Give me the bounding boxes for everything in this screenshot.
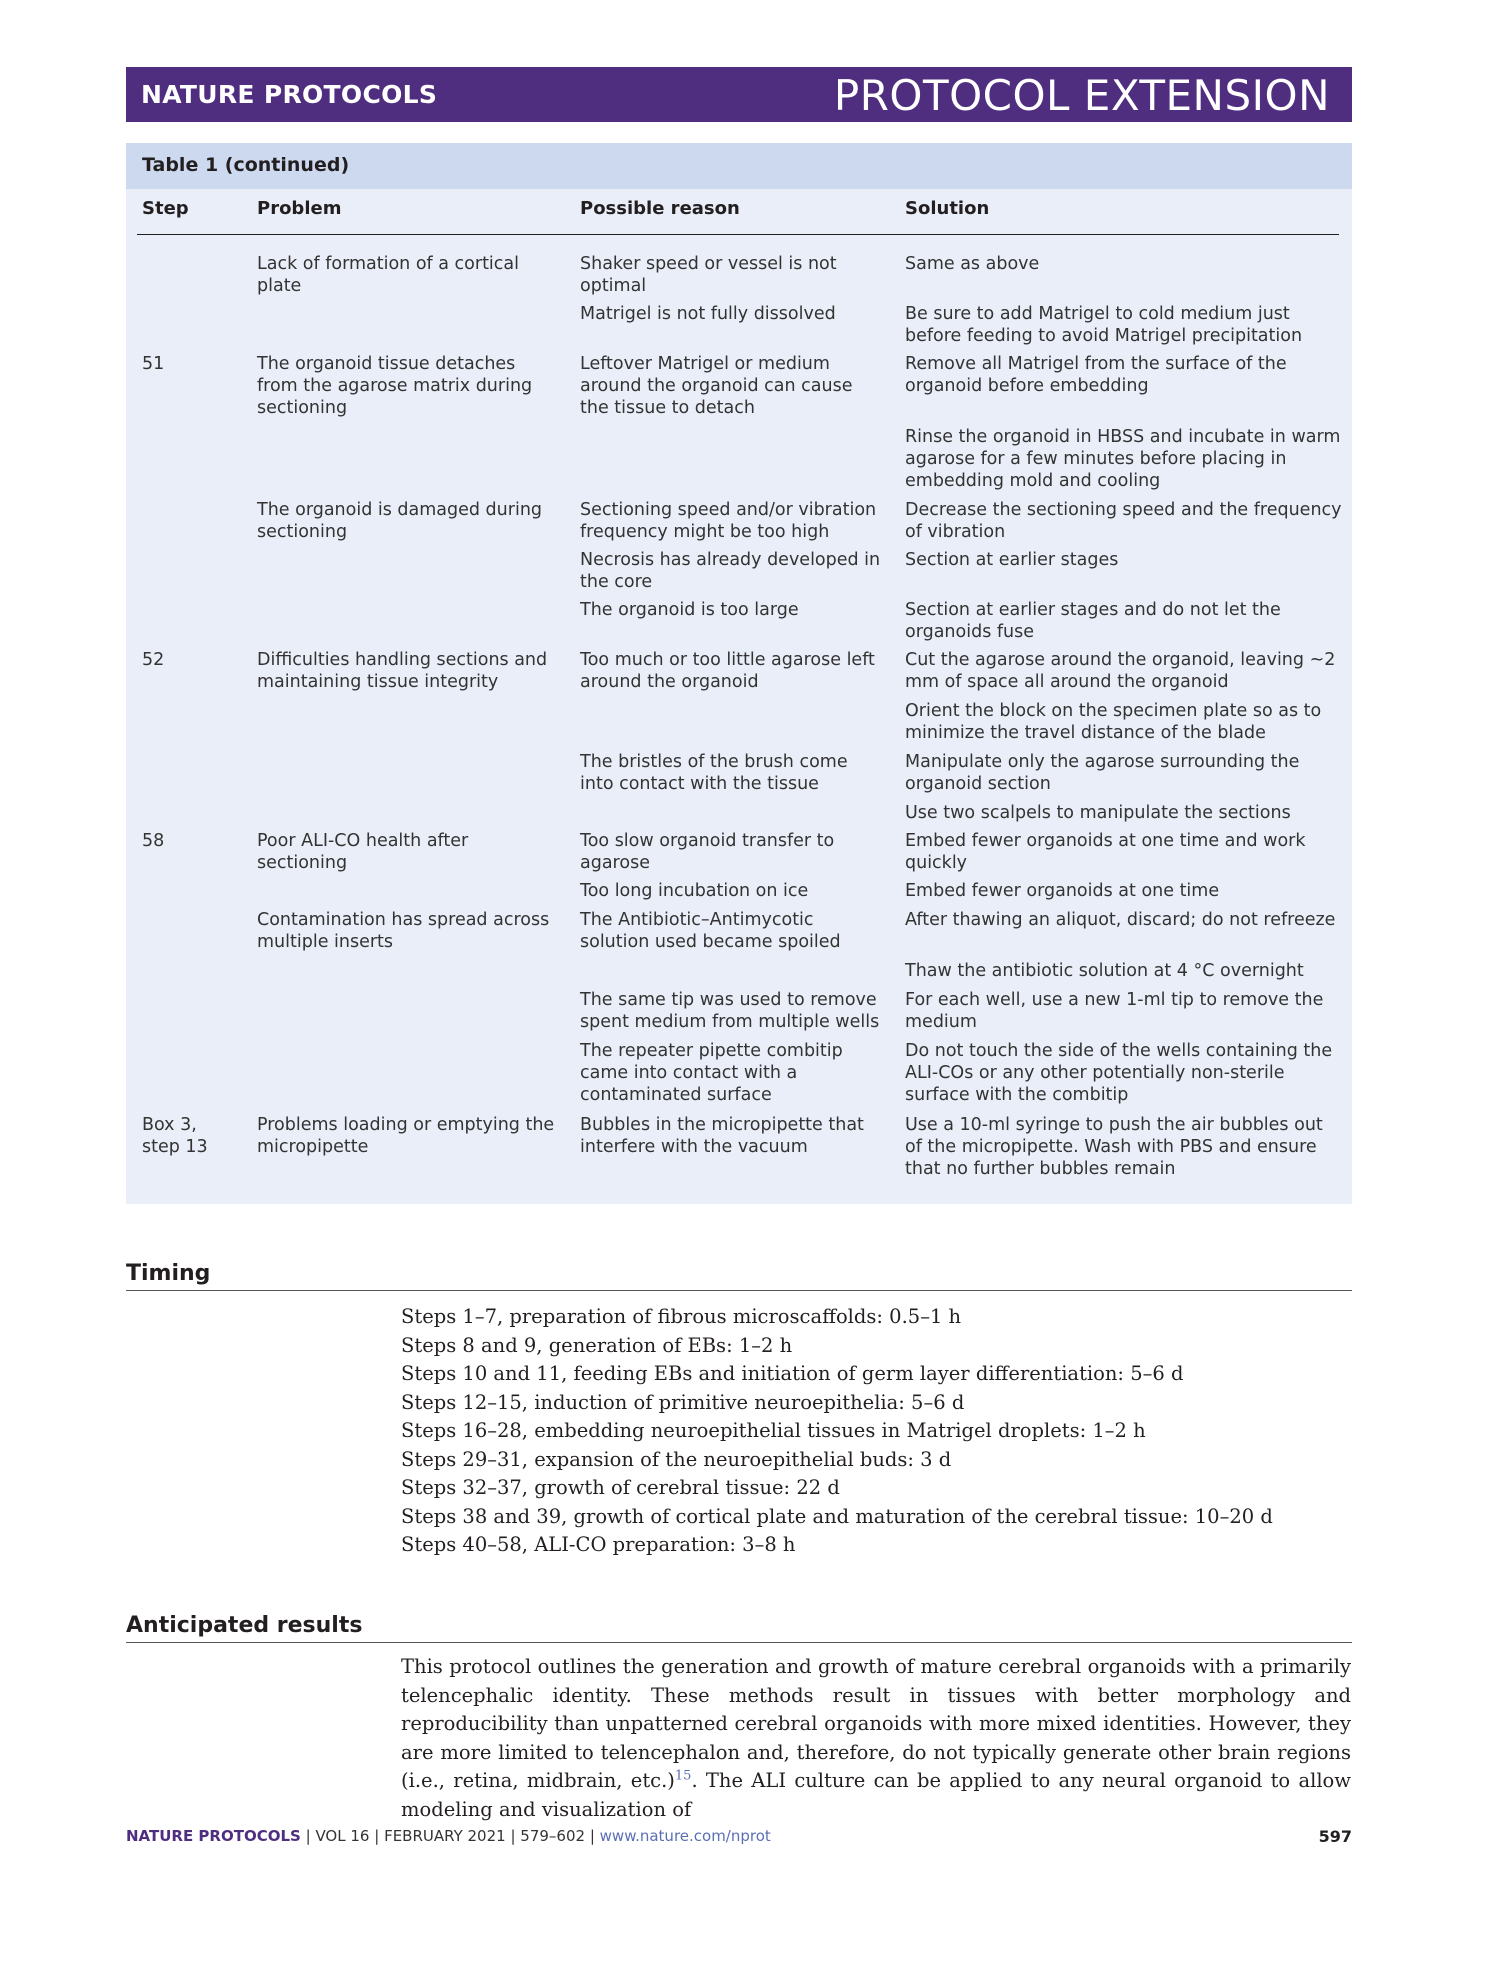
footer-pages: 579–602 — [520, 1827, 586, 1845]
anticipated-results-paragraph — [401, 1653, 1351, 1824]
table-cell-solution: Manipulate only the agarose surrounding the organoid section — [905, 752, 1300, 794]
footer-date: FEBRUARY 2021 — [384, 1827, 506, 1845]
table-cell-reason: Shaker speed or vessel is not optimal — [580, 254, 837, 296]
timing-line: Steps 12–15, induction of primitive neuroepithelia: 5–6 d — [401, 1390, 965, 1414]
table-cell-reason: The repeater pipette combitip came into contact with a contaminated surface — [580, 1041, 843, 1105]
footer-separator: | — [585, 1827, 600, 1845]
timing-line: Steps 32–37, growth of cerebral tissue: 22 d — [401, 1476, 840, 1499]
timing-line: Steps 8 and 9, generation of EBs: 1–2 h — [401, 1333, 793, 1357]
footer-journal: NATURE PROTOCOLS — [126, 1827, 301, 1845]
table-cell-solution: Be sure to add Matrigel to cold medium just before feeding to avoid Matrigel precipitation — [905, 304, 1303, 346]
timing-line: Steps 29–31, expansion of the neuroepithelial buds: 3 d — [401, 1447, 952, 1471]
results-text: This protocol outlines the generation and growth of mature cerebral organoids with a primarily telencephalic identity. These methods result in tissues with better morphology and reproducibility than unpatterned cerebral organoids with more mixed identities. However, they are more limited to telencephalon and, therefore, do not typically generate other brain regions (i.e., retina, midbrain, etc.) — [401, 1655, 1351, 1792]
results-text-continued: . The ALI culture can be applied to any neural organoid to allow modeling and visualization of — [401, 1769, 1351, 1821]
table-cell-problem: Difficulties handling sections and maintaining tissue integrity — [257, 650, 548, 692]
troubleshooting-table — [126, 143, 1352, 1204]
anticipated-results-heading: Anticipated results — [126, 1613, 363, 1638]
table-cell-reason: Leftover Matrigel or medium around the organoid can cause the tissue to detach — [580, 354, 853, 418]
footer-separator: | — [300, 1827, 316, 1845]
footer-separator: | — [369, 1827, 385, 1845]
table-caption-bar — [126, 143, 1352, 189]
timing-line: Steps 16–28, embedding neuroepithelial tissues in Matrigel droplets: 1–2 h — [401, 1419, 1146, 1442]
table-cell-problem: Contamination has spread across multiple inserts — [257, 910, 550, 952]
table-cell-reason: Bubbles in the micropipette that interfere with the vacuum — [580, 1115, 864, 1157]
table-cell-solution: Do not touch the side of the wells containing the ALI-COs or any other potentially non-sterile surface with the combitip — [905, 1041, 1333, 1105]
timing-line: Steps 38 and 39, growth of cortical plate and maturation of the cerebral tissue: 10–20 d — [401, 1504, 1273, 1528]
footer-separator: | — [505, 1827, 521, 1845]
table-cell-reason: The same tip was used to remove spent medium from multiple wells — [580, 990, 880, 1032]
table-cell-step: Box 3, step 13 — [142, 1115, 208, 1157]
timing-heading: Timing — [126, 1261, 211, 1286]
table-cell-solution: Orient the block on the specimen plate so as to minimize the travel distance of the blade — [905, 701, 1322, 743]
table-cell-reason: Necrosis has already developed in the core — [580, 550, 881, 592]
table-cell-problem: Lack of formation of a cortical plate — [257, 254, 520, 296]
table-cell-solution: Embed fewer organoids at one time — [905, 881, 1220, 901]
table-cell-solution: For each well, use a new 1-ml tip to remove the medium — [905, 990, 1324, 1032]
table-cell-reason: Too much or too little agarose left around the organoid — [580, 650, 875, 692]
table-cell-solution: Decrease the sectioning speed and the frequency of vibration — [905, 500, 1342, 542]
journal-name: NATURE PROTOCOLS — [141, 80, 438, 109]
page-footer — [126, 1827, 1352, 1845]
timing-line: Steps 40–58, ALI-CO preparation: 3–8 h — [401, 1533, 796, 1556]
column-header-step: Step — [142, 198, 189, 219]
table-cell-reason: Matrigel is not fully dissolved — [580, 304, 836, 324]
table-cell-solution: Same as above — [905, 254, 1040, 274]
citation-link[interactable]: 15 — [674, 1768, 692, 1784]
table-cell-reason: Sectioning speed and/or vibration frequency might be too high — [580, 500, 877, 542]
journal-header-bar — [126, 67, 1352, 122]
anticipated-results-rule — [126, 1642, 1352, 1643]
table-cell-reason: The bristles of the brush come into contact with the tissue — [580, 752, 848, 794]
timing-rule — [126, 1290, 1352, 1291]
table-cell-solution: Section at earlier stages and do not let the organoids fuse — [905, 600, 1281, 642]
table-cell-solution: Section at earlier stages — [905, 550, 1119, 570]
table-cell-step: 52 — [142, 650, 165, 670]
footer-volume: VOL 16 — [315, 1827, 370, 1845]
article-type: PROTOCOL EXTENSION — [833, 71, 1330, 120]
table-cell-reason: The organoid is too large — [580, 600, 799, 620]
column-header-reason: Possible reason — [580, 198, 740, 219]
table-cell-solution: Embed fewer organoids at one time and work quickly — [905, 831, 1306, 873]
column-header-solution: Solution — [905, 198, 990, 219]
table-cell-solution: After thawing an aliquot, discard; do not refreeze — [905, 910, 1336, 930]
table-cell-problem: Poor ALI-CO health after sectioning — [257, 831, 469, 873]
page-number: 597 — [1318, 1827, 1352, 1846]
table-cell-problem: The organoid tissue detaches from the agarose matrix during sectioning — [257, 354, 533, 418]
footer-url-link[interactable]: www.nature.com/nprot — [599, 1827, 771, 1845]
table-caption: Table 1 (continued) — [142, 154, 350, 176]
table-cell-solution: Use two scalpels to manipulate the sections — [905, 803, 1291, 823]
table-cell-solution: Use a 10-ml syringe to push the air bubbles out of the micropipette. Wash with PBS and ensure that no further bubbles remain — [905, 1115, 1323, 1179]
timing-list — [401, 1303, 1351, 1560]
column-header-problem: Problem — [257, 198, 342, 219]
table-cell-solution: Rinse the organoid in HBSS and incubate in warm agarose for a few minutes before placing in embedding mold and cooling — [905, 427, 1341, 491]
table-cell-problem: Problems loading or emptying the micropipette — [257, 1115, 555, 1157]
table-cell-solution: Cut the agarose around the organoid, leaving ~2 mm of space all around the organoid — [905, 650, 1336, 692]
timing-line: Steps 1–7, preparation of fibrous microscaffolds: 0.5–1 h — [401, 1305, 962, 1328]
table-cell-solution: Thaw the antibiotic solution at 4 °C overnight — [905, 961, 1304, 981]
timing-line: Steps 10 and 11, feeding EBs and initiation of germ layer differentiation: 5–6 d — [401, 1362, 1184, 1385]
table-header-rule — [137, 234, 1339, 235]
table-cell-reason: The Antibiotic–Antimycotic solution used became spoiled — [580, 910, 841, 952]
table-cell-reason: Too long incubation on ice — [580, 881, 809, 901]
table-cell-step: 58 — [142, 831, 165, 851]
table-cell-step: 51 — [142, 354, 165, 374]
table-cell-problem: The organoid is damaged during sectioning — [257, 500, 543, 542]
table-cell-solution: Remove all Matrigel from the surface of the organoid before embedding — [905, 354, 1287, 396]
table-cell-reason: Too slow organoid transfer to agarose — [580, 831, 835, 873]
